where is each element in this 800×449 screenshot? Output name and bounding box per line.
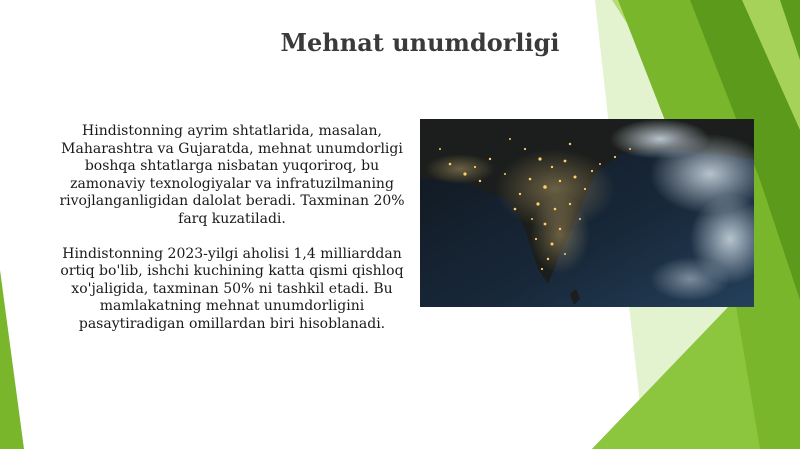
slide-title: Mehnat unumdorligi <box>280 28 560 57</box>
slide-body <box>52 123 412 334</box>
photo-cloud <box>650 257 730 301</box>
body-paragraph-1: Hindistonning ayrim shtatlarida, masalan, Maharashtra va Gujaratda, mehnat unumdorligi boshqa shtatlarga nisbatan yuqoriroq, bu zamonaviy texnologiyalar va infratuzilmaning rivojlanganligidan dalolat beradi. Taxminan 20% farq kuzatiladi. <box>59 123 405 227</box>
photo-cloud <box>610 119 710 159</box>
satellite-night-view-of-india-icon <box>420 119 754 307</box>
photo-city-glow <box>425 154 495 184</box>
photo-city-glow <box>530 194 590 274</box>
body-paragraph-2: Hindistonning 2023-yilgi aholisi 1,4 milliarddan ortiq bo'lib, ishchi kuchining katta qismi qishloq xo'jaligida, taxminan 50% ni tashkil etadi. Bu mamlakatning mehnat unumdorligini pasaytiradigan omillardan biri hisoblanadi. <box>60 245 404 332</box>
left-green-sliver <box>0 270 24 449</box>
